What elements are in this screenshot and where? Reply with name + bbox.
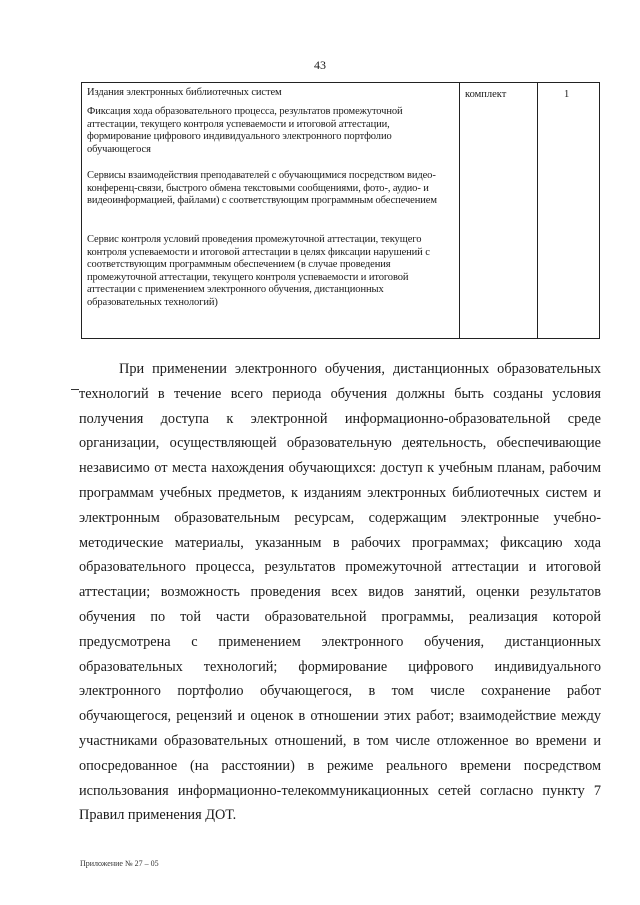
page-number: 43 [314, 58, 326, 72]
margin-mark [71, 389, 79, 390]
table-row-1-unit: комплект [465, 89, 507, 100]
table-row-2-description: Фиксация хода образовательного процесса, результатов промежуточной аттестации, текущего контроля успеваемости и итоговой аттестации, формирование цифрового индивидуального электронного портфолио обучающегося [87, 106, 403, 155]
body-paragraph: При применении электронного обучения, дистанционных образовательных технологий в течение всего периода обучения должны быть созданы условия получения доступа к электронной информационно-образовательной среде организации, осуществляющей образовательную деятельность, обеспечивающие независимо от места нахождения обучающихся: доступ к учебным планам, рабочим программам учебных предметов, к изданиям электронных библиотечных систем и электронным образовательным ресурсам, содержащим электронные учебно-методические материалы, указанным в рабочих программах; фиксацию хода образовательного процесса, результатов промежуточной аттестации и итоговой аттестации; возможность проведения всех видов занятий, оценки результатов обучения по той части образовательной программы, реализация которой предусмотрена с применением электронного обучения, дистанционных образовательных технологий; формирование цифрового индивидуального электронного портфолио обучающегося, в том числе сохранение работ обучающегося, рецензий и оценок в отношении этих работ; взаимодействие между участниками образовательных отношений, в том числе отложенное во времени и опосредованное (на расстоянии) в режиме реального времени посредством использования информационно-телекоммуникационных сетей согласно пункту 7 Правил применения ДОТ. [79, 361, 601, 824]
table-column-divider [537, 83, 538, 338]
table-row-3-description: Сервисы взаимодействия преподавателей с обучающимися посредством видео-конференц-связи, быстрого обмена текстовыми сообщениями, фото-, аудио- и видеоинформацией, файлами) с соответствующим программным обеспечением [87, 170, 437, 207]
resources-table [81, 82, 600, 339]
table-row-4-description: Сервис контроля условий проведения промежуточной аттестации, текущего контроля успеваемости и итоговой аттестации в целях фиксации нарушений с соответствующим программным обеспечением (в случае проведения промежуточной аттестации, текущего контроля успеваемости и итоговой аттестации с применением электронного обучения, дистанционных образовательных технологий) [87, 234, 430, 308]
table-row-1-quantity: 1 [564, 89, 570, 100]
table-column-divider [459, 83, 460, 338]
table-row-1-description: Издания электронных библиотечных систем [87, 87, 282, 98]
page-footer: Приложение № 27 – 05 [80, 859, 159, 868]
